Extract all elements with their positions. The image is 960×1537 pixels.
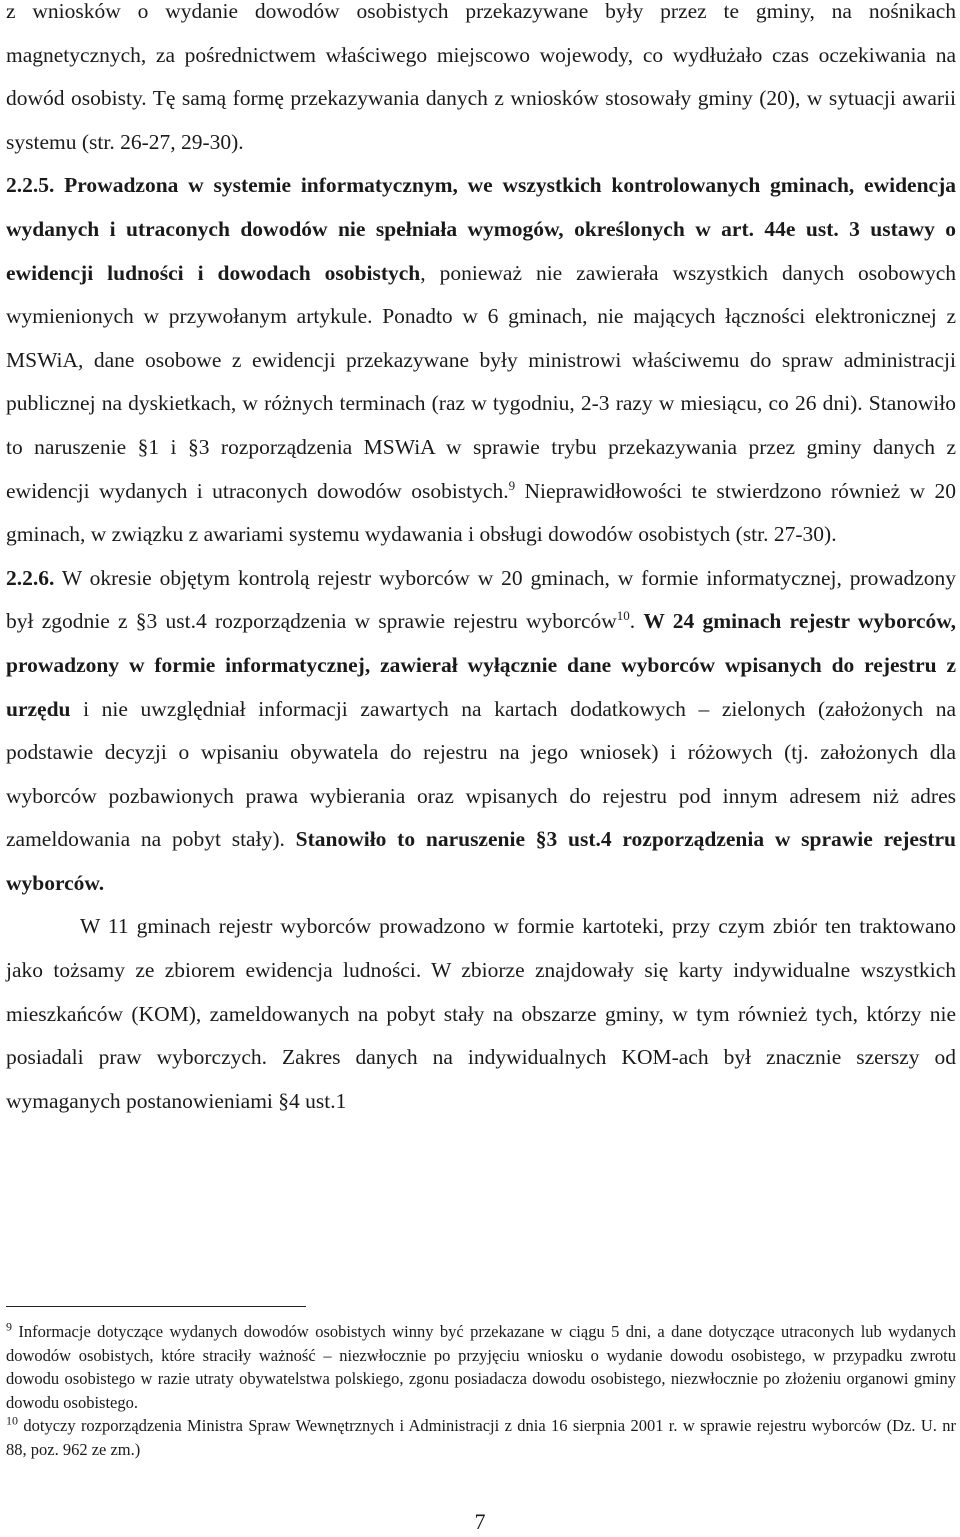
text-run: , ponieważ nie zawierała wszystkich danych osobowych wymienionych w przywołanym artykule. Ponadto w 6 gminach, nie mających łączności elektronicznej z MSWiA, dane osobowe z ewidencji przekazywane były ministrowi właściwemu do spraw administracji publicznej na dyskietkach, w różnych terminach (raz w tygodniu, 2-3 razy w miesiącu, co 26 dni). Stanowiło to naruszenie §1 i §3 rozporządzenia MSWiA w sprawie trybu przekazywania przez gminy danych z ewidencji wydanych i utraconych dowodów osobistych. bbox=[6, 260, 956, 503]
footnote-number: 10 bbox=[6, 1413, 18, 1428]
text-run: W okresie objętym kontrolą rejestr wyborców w 20 gminach, w formie informatycznej, prowadzony był zgodnie z §3 ust.4 rozporządzenia w sprawie rejestru wyborców bbox=[6, 565, 956, 634]
footnote bbox=[6, 1414, 956, 1461]
text-run: . bbox=[629, 609, 644, 634]
bold-text: 2.2.5. Prowadzona w systemie informatycznym, we wszystkich kontrolowanych gminach, ewidencja wydanych i utraconych dowodów nie spełniała wymogów, określonych w art. 44e ust. 3 ustawy o ewidencji ludności i dowodach osobistych bbox=[6, 173, 956, 285]
page-number: 7 bbox=[474, 1509, 486, 1534]
paragraph bbox=[6, 164, 956, 556]
footnotes bbox=[6, 1320, 956, 1461]
bold-text: Stanowiło to naruszenie §3 ust.4 rozporządzenia w sprawie rejestru wyborców. bbox=[6, 827, 956, 895]
footnote-reference: 10 bbox=[616, 608, 630, 624]
footnote-number: 9 bbox=[6, 1319, 12, 1334]
text-run: Nieprawidłowości te stwierdzono również w 20 gminach, w związku z awariami systemu wydawania i obsługi dowodów osobistych (str. 27-30). bbox=[6, 478, 956, 547]
bold-text: 2.2.6. bbox=[6, 565, 55, 590]
footnote-separator bbox=[6, 1306, 306, 1307]
footnote-text: dotyczy rozporządzenia Ministra Spraw Wewnętrznych i Administracji z dnia 16 sierpnia 2001 r. w sprawie rejestru wyborców (Dz. U. nr 88, poz. 962 ze zm.) bbox=[6, 1416, 956, 1459]
paragraph bbox=[6, 557, 956, 906]
main-text bbox=[6, 0, 956, 1123]
paragraph bbox=[6, 0, 956, 164]
footnote-text: Informacje dotyczące wydanych dowodów osobistych winny być przekazane w ciągu 5 dni, a dane dotyczące utraconych lub wydanych dowodów osobistych, które straciły ważność – niezwłocznie po przyjęciu wniosku o wydanie dowodu osobistego, w przypadku zwrotu dowodu osobistego w razie utraty obywatelstwa polskiego, zgonu posiadacza dowodu osobistego, niezwłocznie po złożeniu organowi gminy dowodu osobistego. bbox=[6, 1322, 956, 1412]
footnote-reference: 9 bbox=[508, 477, 516, 493]
bold-text: W 24 gminach rejestr wyborców, prowadzony w formie informatycznej, zawierał wyłącznie dane wyborców wpisanych do rejestru z urzędu bbox=[6, 609, 957, 721]
footnote bbox=[6, 1320, 956, 1414]
paragraph bbox=[6, 905, 956, 1123]
text-run: i nie uwzględniał informacji zawartych na kartach dodatkowych – zielonych (założonych na podstawie decyzji o wpisaniu obywatela do rejestru na jego wniosek) i różowych (tj. założonych dla wyborców pozbawionych prawa wybierania oraz wpisanych do rejestru pod innym adresem niż adres zameldowania na pobyt stały). bbox=[6, 696, 956, 852]
text-run: z wniosków o wydanie dowodów osobistych przekazywane były przez te gminy, na nośnikach magnetycznych, za pośrednictwem właściwego miejscowo wojewody, co wydłużało czas oczekiwania na dowód osobisty. Tę samą formę przekazywania danych z wniosków stosowały gminy (20), w sytuacji awarii systemu (str. 26-27, 29-30). bbox=[6, 0, 956, 154]
text-run: W 11 gminach rejestr wyborców prowadzono w formie kartoteki, przy czym zbiór ten traktowano jako tożsamy ze zbiorem ewidencja ludności. W zbiorze znajdowały się karty indywidualne wszystkich mieszkańców (KOM), zameldowanych na pobyt stały na obszarze gminy, w tym również tych, którzy nie posiadali praw wyborczych. Zakres danych na indywidualnych KOM-ach był znacznie szerszy od wymaganych postanowieniami §4 ust.1 bbox=[6, 914, 956, 1113]
